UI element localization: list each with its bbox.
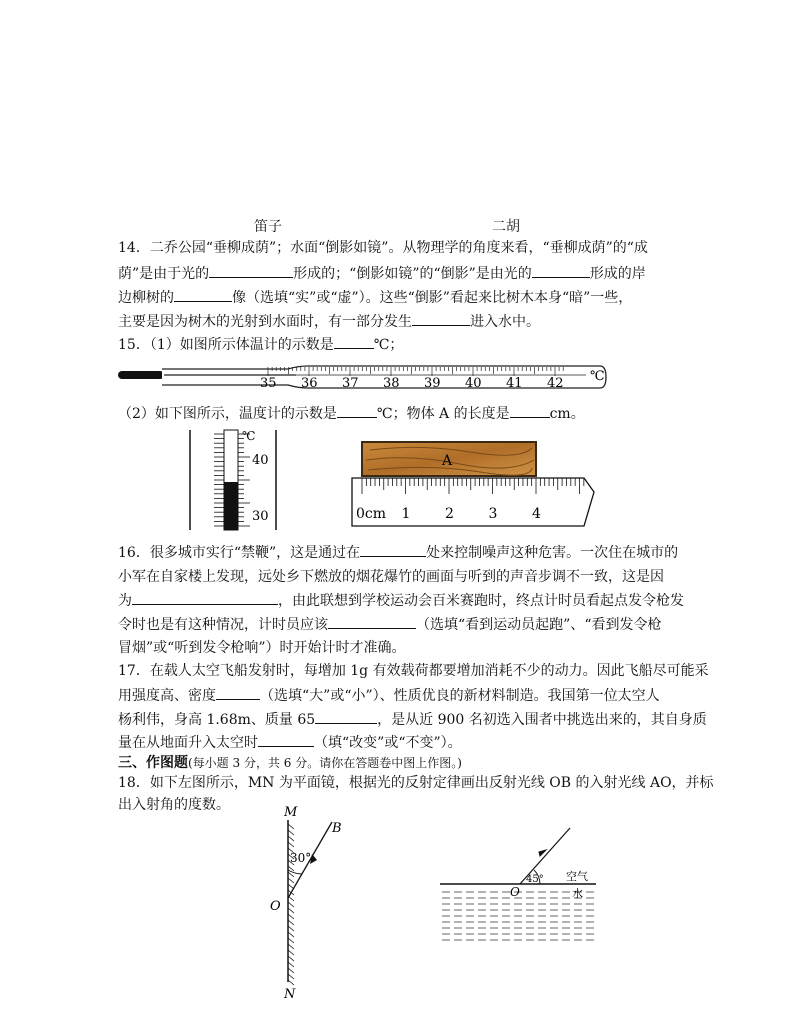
ruler-label: 2 (445, 506, 454, 522)
mirror-hatch-line (288, 836, 294, 841)
section-3-note: (每小题 3 分，共 6 分。请你在答题卷中图上作图。) (188, 756, 462, 770)
q16-line-1 (118, 542, 678, 563)
q17-text: 量在从地面升入太空时 (118, 735, 258, 751)
clinical-thermometer (116, 360, 610, 394)
q17-blank-3[interactable] (258, 732, 314, 747)
thermometer-tick-label: 36 (301, 376, 318, 391)
mirror-hatch-line (288, 878, 294, 883)
q16-blank-3[interactable] (328, 614, 416, 629)
mirror-hatch-line (288, 968, 294, 973)
tm-label-30: 30 (252, 509, 269, 524)
q18-line-2: 出入射角的度数。 (118, 797, 230, 813)
q16-text: ，由此联想到学校运动会百米赛跑时，终点计时员看起点发令枪发 (278, 593, 684, 609)
ruler-label: 4 (532, 506, 541, 522)
q16-text: 为 (118, 593, 132, 609)
mirror-hatch-line (288, 914, 294, 919)
q17-blank-1[interactable] (216, 685, 260, 700)
q14-blank-3[interactable] (174, 287, 232, 302)
q14-text: 进入水中。 (470, 314, 540, 330)
angle-30-label: 30° (290, 851, 312, 865)
thermometer-tick-label: 38 (383, 376, 400, 391)
q17-blank-2[interactable] (315, 709, 377, 724)
q15-line-1 (118, 334, 403, 355)
mirror-hatch-line (288, 842, 294, 847)
mirror-hatch-line (288, 908, 294, 913)
q14-text: 边柳树的 (118, 290, 174, 306)
q15-blank-1[interactable] (334, 334, 374, 349)
ruler-label: 1 (401, 506, 411, 522)
q17-line-1: 17．在载人太空飞船发射时，每增加 1g 有效载荷都要增加消耗不少的动力。因此飞船尽可能采 (118, 663, 709, 679)
q14-text: 形成的；“倒影如镜”的“倒影”是由光的 (293, 266, 532, 282)
q17-line-3 (118, 709, 707, 730)
mirror-hatch-line (288, 902, 294, 907)
mirror-hatch-line (288, 956, 294, 961)
point-b-label: B (332, 821, 342, 836)
lab-thermometer (186, 426, 282, 534)
q15-text: ℃； (373, 337, 404, 353)
angle-45-label: 45° (526, 874, 544, 885)
q15-text: 15．（1）如图所示体温计的示数是 (118, 337, 334, 353)
water-point-o-label: O (510, 885, 520, 899)
mirror-hatch-line (288, 938, 294, 943)
q14-text: 主要是因为树木的光射到水面时，有一部分发生 (118, 314, 412, 330)
q16-text: 令时也是有这种情况，计时员应该 (118, 617, 328, 633)
q15-line-2 (118, 403, 585, 424)
block-a-label: A (442, 453, 453, 469)
q16-line-5: 冒烟”或“听到发令枪响”）时开始计时才准确。 (118, 640, 406, 656)
q16-text: 16．很多城市实行“禁鞭”，这是通过在 (118, 545, 361, 561)
q15-text: （2）如下图所示，温度计的示数是 (118, 406, 337, 422)
mirror-hatch-line (288, 944, 294, 949)
mirror-hatch-line (288, 974, 294, 979)
thermometer-unit: ℃ (590, 369, 605, 384)
thermometer-tick-label: 39 (424, 376, 441, 391)
q17-text: 杨利伟，身高 1.68m、质量 65 (118, 712, 316, 728)
q16-blank-1[interactable] (360, 542, 426, 557)
q17-line-4 (118, 732, 462, 753)
q14-text: 像（选填“实”或“虚”）。这些“倒影”看起来比树木本身“暗”一些， (232, 290, 633, 306)
q17-text: （选填“大”或“小”）、性质优良的新材料制造。我国第一位太空人 (260, 688, 660, 704)
q14-text: 荫”是由于光的 (118, 266, 210, 282)
q14-line-4 (118, 311, 540, 332)
ruler-figure (350, 438, 596, 530)
ruler-zero-label: 0cm (356, 506, 387, 522)
q16-text: 处来控制噪声这种危害。一次住在城市的 (426, 545, 679, 561)
caption-flute: 笛子 (254, 219, 282, 235)
q18-line-1: 18．如下左图所示，MN 为平面镜，根据光的反射定律画出反射光线 OB 的入射光线 AO，并标 (118, 775, 714, 791)
q15-blank-3[interactable] (510, 403, 550, 418)
q14-blank-4[interactable] (412, 311, 470, 326)
q14-line-2 (118, 263, 646, 284)
mirror-figure (266, 800, 356, 1012)
q16-text: （选填“看到运动员起跑”、“看到发令枪 (416, 617, 662, 633)
mirror-hatch-line (288, 920, 294, 925)
section-3-heading (118, 753, 462, 773)
q17-text: （填“改变”或“不变”）。 (314, 735, 462, 751)
caption-erhu: 二胡 (492, 219, 520, 235)
mirror-hatch-line (288, 950, 294, 955)
section-3-title: 三、作图题 (118, 755, 188, 771)
thermometer-tick-label: 35 (260, 376, 277, 391)
q16-line-3 (118, 590, 684, 611)
q14-blank-2[interactable] (532, 263, 590, 278)
mirror-n-label: N (284, 987, 296, 1002)
q14-line-1: 14．二乔公园“垂柳成荫”；水面“倒影如镜”。从物理学的角度来看，“垂柳成荫”的“成 (118, 240, 648, 256)
q15-text: cm。 (549, 406, 585, 422)
mirror-m-label: M (284, 805, 298, 820)
q15-text: ℃；物体 A 的长度是 (376, 406, 510, 422)
thermometer-tick-label: 40 (465, 376, 482, 391)
tm-label-40: 40 (252, 453, 269, 468)
water-figure (436, 824, 600, 948)
tm-unit: ℃ (242, 429, 256, 443)
air-label: 空气 (566, 870, 588, 883)
mirror-hatch-line (288, 926, 294, 931)
q17-text: 用强度高、密度 (118, 688, 216, 704)
mirror-hatch-line (288, 824, 294, 829)
mirror-hatch-line (288, 830, 294, 835)
ruler-label: 3 (488, 506, 498, 522)
q16-line-4 (118, 614, 661, 635)
thermometer-tick-label: 42 (547, 376, 564, 391)
q15-blank-2[interactable] (337, 403, 377, 418)
q16-line-2: 小军在自家楼上发现，远处乡下燃放的烟花爆竹的画面与听到的声音步调不一致，这是因 (118, 569, 664, 585)
mirror-hatch-line (288, 932, 294, 937)
q16-blank-2[interactable] (132, 590, 278, 605)
q17-text: ，是从近 900 名初选入围者中挑选出来的，其自身质 (377, 712, 707, 728)
thermometer-tick-label: 37 (342, 376, 359, 391)
point-o-label: O (270, 899, 281, 914)
q17-line-2 (118, 685, 660, 706)
thermometer-tick-label: 41 (506, 376, 523, 391)
mirror-hatch-line (288, 962, 294, 967)
q14-blank-1[interactable] (209, 263, 293, 278)
water-label: 水 (572, 887, 583, 900)
q14-line-3 (118, 287, 632, 308)
q14-text: 形成的岸 (589, 266, 646, 282)
mirror-hatch-line (288, 980, 294, 985)
